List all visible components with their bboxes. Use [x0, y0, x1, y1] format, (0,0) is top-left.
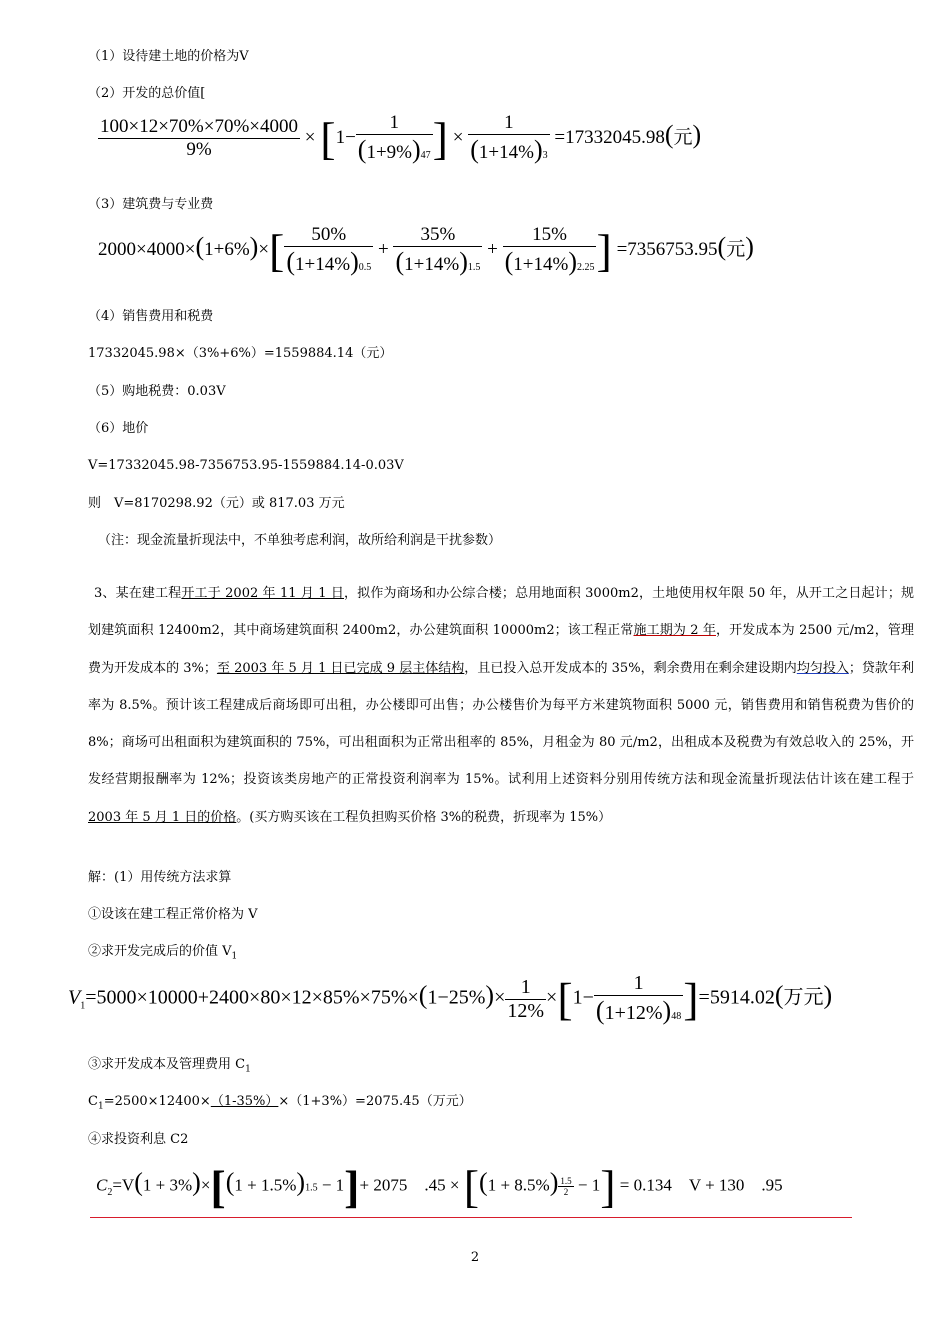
underlined-factor: （1-35%） — [210, 1094, 279, 1109]
item-1: （1）设待建土地的价格为V — [88, 49, 249, 64]
fraction-numerator: 1.5 — [560, 1176, 572, 1186]
exponent: 48 — [671, 1011, 682, 1022]
equals-v: =V — [112, 1175, 135, 1195]
base: 1 + 8.5% — [487, 1175, 550, 1195]
times-sign: × — [258, 238, 270, 260]
item-5: （5）购地税费：0.03V — [88, 384, 226, 399]
result: =5914.02 — [698, 986, 775, 1009]
exponent-fraction — [558, 1176, 573, 1197]
underlined-start-date: 开工于 2002 年 11 月 1 日 — [181, 586, 344, 601]
fraction-discount-48: $\frac{1}{(1+12\%)48}$ — [595, 972, 682, 1025]
times-sign: × — [546, 986, 558, 1009]
fraction-numerator: 50% — [284, 224, 373, 247]
subscript: 1 — [245, 1064, 251, 1075]
red-divider — [90, 1217, 852, 1218]
exponent: 3 — [542, 150, 548, 161]
fraction-denominator: 9% — [186, 139, 212, 160]
unit: 元 — [673, 126, 693, 148]
text-run: 3、某在建工程 — [94, 586, 182, 601]
unit: 万元 — [783, 986, 824, 1009]
fraction-numerator: 15% — [503, 224, 597, 247]
minus-one: − 1 — [577, 1175, 601, 1195]
item-4-calc: 17332045.98×（3%+6%）=1559884.14（元） — [88, 346, 393, 361]
solution-4-calc — [88, 1093, 472, 1116]
times-sign: × — [200, 1175, 211, 1195]
result-line: 则 V=8170298.92（元）或 817.03 万元 — [88, 496, 345, 511]
fraction-denominator: 2 — [563, 1187, 569, 1197]
minus-one: − 1 — [321, 1175, 345, 1195]
formula-construction-cost: 2000×4000×(1+6%)×[ $\frac{50\%}{(1+14\%)0.5}$ + $\frac{35\%}{(1+14\%)1.5}$ + $\frac{15\%}{(1+14\%)2.25}$ ] =7356753.95(元) — [98, 224, 754, 276]
plus-sign: + — [378, 238, 389, 260]
item-4: （4）销售费用和税费 — [88, 309, 214, 324]
base: 1 + 3% — [142, 1175, 193, 1195]
fraction-numerator: 1 — [594, 972, 683, 996]
base: 1−25% — [427, 986, 486, 1009]
variable-c: C — [88, 1094, 98, 1109]
fraction-denominator: 12% — [507, 999, 545, 1022]
exponent: 0.5 — [358, 262, 372, 273]
fraction-term-1: $\frac{50\%}{(1+14\%)0.5}$ — [286, 224, 372, 276]
minus-sign: − — [345, 126, 356, 148]
fraction-numerator: 1 — [468, 112, 549, 135]
subscript: 2 — [107, 1186, 113, 1198]
solution-4 — [88, 1056, 251, 1079]
calc-part: =2500×12400× — [103, 1094, 211, 1109]
variable-v: V — [68, 986, 81, 1009]
underlined-valuation-date: 2003 年 5 月 1 日的价格 — [88, 809, 237, 825]
fraction-discount-47: $\frac{1}{(1+9\%)47}$ — [357, 112, 431, 164]
plus-sign: + — [487, 238, 498, 260]
base: 1+14% — [478, 142, 534, 163]
cost-term: + 2075 .45 × — [359, 1175, 460, 1195]
subscript: 1 — [231, 951, 238, 962]
lead-term: 2000×4000× — [98, 238, 196, 260]
times-sign: × — [494, 986, 506, 1009]
fraction-discount-3: $\frac{1}{(1+14\%)3}$ — [470, 112, 548, 164]
formula-investment-interest: $C_2=V(1 + 3\%)\times[(1 + 1.5\%)1.5 - 1]+ 2075$ .45 × [(1 + 8.5%) $\frac{1.5}{2}$ − 1] = 0.134 V + 130 .95 — [96, 1161, 783, 1212]
result: =17332045.98 — [554, 126, 665, 148]
formula-total-value: $\frac{100\times 12\times 70\%\times 70\%\times 4000}{9\%}$ × [1− $\frac{1}{(1+9\%)47}$ ] × $\frac{1}{(1+14\%)3}$ =17332045.98(元) — [100, 112, 702, 164]
solution-3 — [88, 943, 237, 966]
text-run: ；贷款年利率为 8.5%。预计该工程建成后商场即可出租，办公楼即可出售；办公楼售价为每平方米建筑物面积 5000 元，销售费用和销售税费为售价的 8%；商场可出租面积为建筑面积的 75%，可出租面积为正常出租率的 85%，月租金为 80 元/m2，出租成本及税费为有效总收入的 25%，开发经营期报酬率为 12%；投资该类房地产的正常投资利润率为 15%。试利用上述资料分别用传统方法和现金流量折现法估计该在建工程于 — [88, 660, 914, 788]
times-sign: × — [452, 126, 464, 148]
solution-2: ①设该在建工程正常价格为 V — [88, 907, 258, 922]
item-2: （2）开发的总价值[ — [88, 86, 206, 101]
result: =7356753.95 — [616, 238, 718, 260]
item-6-calc: V=17332045.98-7356753.95-1559884.14-0.03V — [88, 458, 404, 473]
formula-completed-value: $V_1=5000\times 10000+2400\times 80\times 12\times 85\%\times 75\%\times(1-25\%)\times$ $\frac{1}{12\%}$ ×[1− $\frac{1}{(1+12\%)48}$ ]=5914.02(万元) — [68, 972, 833, 1025]
calc-part: ×（1+3%）=2075.45（万元） — [278, 1094, 472, 1109]
text-run: 。(买方购买该在工程负担购买价格 3%的税费，折现率为 15%） — [236, 809, 612, 825]
one-minus: 1− — [572, 986, 594, 1009]
underlined-construction-period: 施工期为 2 年 — [633, 623, 716, 639]
exponent: 2.25 — [576, 262, 595, 273]
fraction-numerator: 1 — [356, 112, 433, 135]
fraction-rate — [505, 976, 546, 1023]
fraction-term-3: $\frac{15\%}{(1+14\%)2.25}$ — [504, 224, 595, 276]
problem-3-paragraph — [88, 575, 914, 836]
solution-5: ④求投资利息 C2 — [88, 1132, 189, 1147]
base: 1+14% — [513, 254, 569, 275]
step-text: ②求开发完成后的价值 V — [88, 944, 232, 959]
solution-1: 解：(1）用传统方法求算 — [88, 870, 232, 885]
times-sign: × — [304, 126, 316, 148]
step-text: ③求开发成本及管理费用 C — [88, 1057, 246, 1072]
formula-body: =5000×10000+2400×80×12×85%×75%× — [85, 986, 419, 1009]
base: 1+14% — [295, 254, 351, 275]
result: = 0.134 V + 130 .95 — [619, 1175, 783, 1195]
underlined-even-investment: 均匀投入 — [796, 660, 849, 676]
base: 1+14% — [404, 254, 460, 275]
fraction-numerator: 1 — [505, 976, 546, 1000]
one: 1 — [335, 126, 346, 148]
fraction-annual-income — [98, 116, 300, 161]
fraction-numerator: 35% — [393, 224, 482, 247]
exponent: 1.5 — [467, 262, 481, 273]
exponent: 47 — [420, 150, 431, 161]
note-line: （注：现金流量折现法中，不单独考虑利润，故所给利润是干扰参数） — [98, 533, 502, 548]
text-run: ，拟作为商场和办公综合楼；总用地面积 3000m2，土地使用权年限 50 年，从开工之日起计；规划建筑面积 12400m2，其中商场建筑面积 2400m2，办公建筑面积 10000m2；该工程正常 — [88, 586, 914, 639]
base: 1+9% — [366, 142, 412, 163]
unit: 元 — [726, 238, 746, 260]
variable-c: C — [96, 1175, 108, 1195]
exponent: 1.5 — [305, 1182, 318, 1194]
subscript: 1 — [97, 1101, 104, 1112]
item-3: （3）建筑费与专业费 — [88, 197, 214, 212]
subscript: 1 — [80, 1000, 86, 1012]
base: 1 + 1.5% — [234, 1175, 297, 1195]
page-number: 2 — [470, 1250, 480, 1265]
base: 1+6% — [204, 238, 250, 260]
base: 1+12% — [604, 1002, 663, 1024]
item-6: （6）地价 — [88, 421, 149, 436]
text-run: ，且已投入总开发成本的 35%，剩余费用在剩余建设期内 — [464, 660, 797, 676]
text-run: ，开发成本为 2500 元/m2，管理费为开发成本的 3%； — [88, 623, 914, 676]
fraction-term-2: $\frac{35\%}{(1+14\%)1.5}$ — [395, 224, 481, 276]
underlined-progress: 至 2003 年 5 月 1 日已完成 9 层主体结构 — [216, 660, 465, 676]
fraction-numerator: 100×12×70%×70%×4000 — [100, 116, 299, 137]
